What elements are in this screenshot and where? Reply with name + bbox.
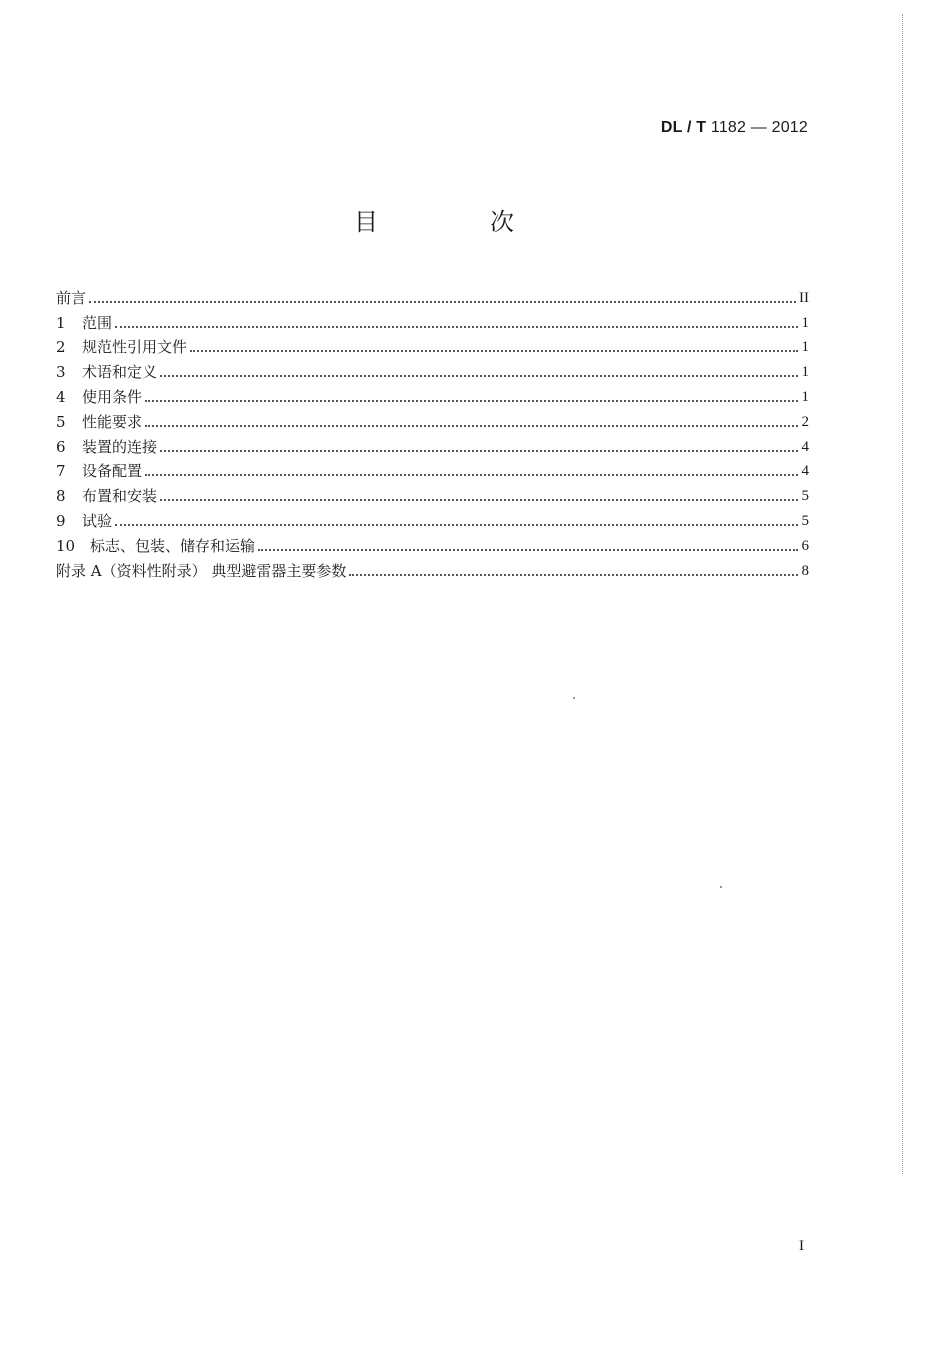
toc-entry-label: 范围 xyxy=(82,313,113,332)
toc-entry-normative-references[interactable] xyxy=(56,333,809,358)
toc-entry-label: 前言 xyxy=(56,288,87,307)
toc-entry-label: 设备配置 xyxy=(82,462,143,481)
standard-code xyxy=(661,119,808,137)
toc-dot-leader xyxy=(115,326,798,328)
toc-entry-number: 5 xyxy=(56,412,66,431)
toc-entry-tests[interactable] xyxy=(56,506,809,531)
toc-entry-page: 5 xyxy=(801,512,809,529)
toc-entry-connection[interactable] xyxy=(56,432,809,457)
toc-entry-page: 1 xyxy=(801,314,809,331)
toc-dot-leader xyxy=(349,574,798,576)
toc-entry-scope[interactable] xyxy=(56,308,809,333)
toc-entry-label: 装置的连接 xyxy=(82,437,158,456)
toc-entry-number: 8 xyxy=(56,487,66,506)
toc-entry-label: 试验 xyxy=(82,511,113,530)
toc-dot-leader xyxy=(145,425,798,427)
toc-entry-performance[interactable] xyxy=(56,407,809,432)
toc-dot-leader xyxy=(160,375,798,377)
toc-entry-label: 术语和定义 xyxy=(82,363,158,382)
toc-entry-number: 4 xyxy=(56,387,66,406)
table-of-contents xyxy=(56,283,809,581)
toc-entry-label: 规范性引用文件 xyxy=(82,338,188,357)
toc-entry-label: 标志、包装、储存和运输 xyxy=(90,536,256,555)
toc-entry-page: 1 xyxy=(801,388,809,405)
toc-entry-number: 3 xyxy=(56,363,66,382)
toc-entry-page: 4 xyxy=(801,438,809,455)
standard-prefix: DL / T xyxy=(660,119,707,136)
toc-entry-page: II xyxy=(799,289,809,306)
toc-entry-number: 7 xyxy=(56,462,66,481)
toc-entry-service-conditions[interactable] xyxy=(56,382,809,407)
toc-entry-number: 10 xyxy=(56,536,76,555)
toc-entry-label: 使用条件 xyxy=(82,387,143,406)
toc-entry-label: 布置和安装 xyxy=(82,487,158,506)
scan-speck xyxy=(720,886,722,888)
toc-entry-number: 6 xyxy=(56,437,66,456)
toc-entry-page: 6 xyxy=(801,537,809,554)
toc-dot-leader xyxy=(89,301,796,303)
toc-entry-page: 4 xyxy=(801,463,809,480)
toc-entry-page: 2 xyxy=(801,413,809,430)
scan-speck xyxy=(573,697,575,699)
toc-entry-label: 附录 A（资料性附录） 典型避雷器主要参数 xyxy=(56,561,347,580)
toc-dot-leader xyxy=(160,499,798,501)
toc-entry-configuration[interactable] xyxy=(56,457,809,482)
toc-entry-page: 8 xyxy=(801,562,809,579)
page-edge-line xyxy=(902,14,903,1174)
toc-entry-terms-definitions[interactable] xyxy=(56,357,809,382)
toc-dot-leader xyxy=(145,474,798,476)
toc-entry-number: 2 xyxy=(56,338,66,357)
toc-dot-leader xyxy=(160,450,798,452)
toc-entry-annex-a[interactable] xyxy=(56,556,809,581)
toc-dot-leader xyxy=(258,549,798,551)
toc-entry-marking-packing[interactable] xyxy=(56,531,809,556)
page-number: I xyxy=(799,1238,804,1254)
toc-entry-page: 1 xyxy=(801,364,809,381)
toc-entry-page: 1 xyxy=(801,339,809,356)
toc-entry-page: 5 xyxy=(801,488,809,505)
page-title: 目 次 xyxy=(354,208,558,236)
toc-entry-installation[interactable] xyxy=(56,481,809,506)
toc-dot-leader xyxy=(145,400,798,402)
toc-dot-leader xyxy=(190,350,798,352)
toc-entry-foreword[interactable] xyxy=(56,283,809,308)
toc-entry-label: 性能要求 xyxy=(82,412,143,431)
toc-entry-number: 9 xyxy=(56,511,66,530)
toc-entry-number: 1 xyxy=(56,313,66,332)
toc-dot-leader xyxy=(115,524,798,526)
standard-number: 1182 — 2012 xyxy=(710,119,808,136)
